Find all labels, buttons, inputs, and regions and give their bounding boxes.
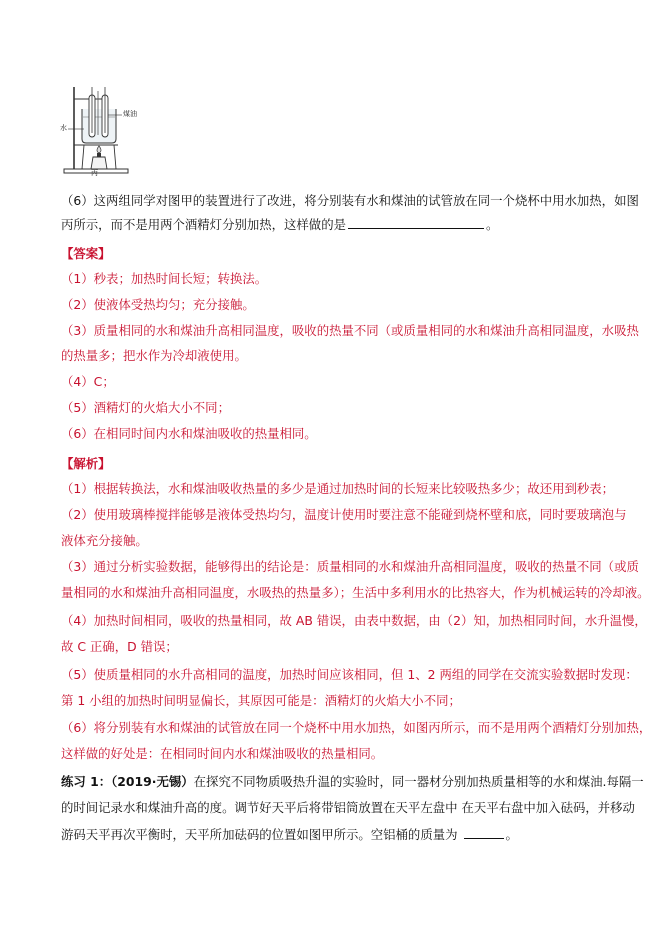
analysis-line: 量相同的水和煤油升高相同温度，水吸热的热量多）；生活中多利用水的比热容大，作为机械运转的冷却液。 bbox=[61, 585, 650, 600]
answer-blank[interactable] bbox=[348, 227, 484, 229]
apparatus-figure bbox=[60, 85, 158, 177]
answer-line: （4）C； bbox=[61, 374, 115, 389]
question6-line2-text: 丙所示，而不是用两个酒精灯分别加热，这样做的是 bbox=[61, 217, 346, 232]
answer-line: （6）在相同时间内水和煤油吸收的热量相同。 bbox=[61, 426, 317, 441]
exercise-line2: 的时间记录水和煤油升高的度。调节好天平后将带铝筒放置在天平左盘中 在天平右盘中加入砝码，并移动 bbox=[61, 800, 635, 815]
exercise-line3-text: 游码天平再次平衡时，天平所加砝码的位置如图甲所示。空铝桶的质量为 bbox=[61, 827, 458, 842]
analysis-line: 这样做的好处是：在相同时间内水和煤油吸收的热量相同。 bbox=[61, 746, 384, 761]
question6-line2 bbox=[61, 217, 498, 233]
answer-line: （2）使液体受热均匀；充分接触。 bbox=[61, 297, 255, 312]
question6-line1: （6）这两组同学对图甲的装置进行了改进，将分别装有水和煤油的试管放在同一个烧杯中用水加热，如图 bbox=[61, 193, 639, 208]
apparatus-drawing bbox=[60, 85, 158, 177]
analysis-line: （2）使用玻璃棒搅拌能够是液体受热均匀，温度计使用时要注意不能碰到烧杯壁和底，同时要玻璃泡与 bbox=[61, 507, 627, 522]
analysis-line: 故 C 正确，D 错误； bbox=[61, 639, 178, 654]
analysis-line: （1）根据转换法，水和煤油吸收热量的多少是通过加热时间的长短来比较吸热多少；故还用到秒表； bbox=[61, 481, 615, 496]
mass-blank[interactable] bbox=[464, 837, 504, 839]
label-kerosene: 煤油 bbox=[123, 110, 137, 118]
answer-line: 的热量多；把水作为冷却液使用。 bbox=[61, 348, 247, 363]
analysis-heading: 【解析】 bbox=[61, 456, 111, 471]
label-water: 水 bbox=[60, 124, 67, 132]
analysis-line: 液体充分接触。 bbox=[61, 533, 148, 548]
analysis-line: （5）使质量相同的水升高相同的温度，加热时间应该相同，但 1、2 两组的同学在交流实验数据时发现： bbox=[61, 667, 638, 682]
analysis-line: （6）将分别装有水和煤油的试管放在同一个烧杯中用水加热，如图丙所示，而不是用两个酒精灯分别加热， bbox=[61, 720, 652, 735]
exercise-line1 bbox=[61, 774, 644, 790]
analysis-line: （3）通过分析实验数据，能够得出的结论是：质量相同的水和煤油升高相同温度，吸收的热量不同（或质 bbox=[61, 559, 639, 574]
exercise-line1-text: 在探究不同物质吸热升温的实验时，同一器材分别加热质量相等的水和煤油.每隔一 bbox=[193, 774, 644, 789]
answer-line: （5）酒精灯的火焰大小不同； bbox=[61, 400, 230, 415]
question6-line2-end: 。 bbox=[485, 217, 499, 232]
answer-line: （1）秒表；加热时间长短；转换法。 bbox=[61, 271, 268, 286]
answer-heading: 【答案】 bbox=[61, 246, 111, 261]
answer-line: （3）质量相同的水和煤油升高相同温度，吸收的热量不同（或质量相同的水和煤油升高相同温度，水吸热 bbox=[61, 323, 639, 338]
exercise-label: 练习 1：（2019·无锡） bbox=[61, 774, 194, 789]
exercise-line3 bbox=[61, 827, 518, 843]
analysis-line: （4）加热时间相同，吸收的热量相同，故 AB 错误，由表中数据，由（2）知，加热相同时间，水升温慢， bbox=[61, 613, 647, 628]
analysis-line: 第 1 小组的加热时间明显偏长，其原因可能是：酒精灯的火焰大小不同； bbox=[61, 693, 461, 708]
exercise-line3-end: 。 bbox=[505, 827, 518, 842]
figure-caption: 丙 bbox=[91, 169, 98, 177]
